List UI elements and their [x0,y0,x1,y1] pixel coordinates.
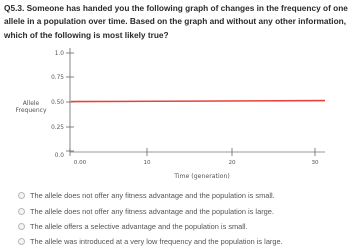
question-text: Q5.3. Someone has handed you the following graph of changes in the frequency of one allele in a population over time. Based on the graph and without any other information, which of the following is most likely true? [4,3,348,40]
choice-1-label: The allele does not offer any fitness advantage and the population is small. [30,191,275,200]
choice-3-label: The allele offers a selective advantage and the population is small. [30,222,248,231]
y-tick-label-1: 1.0 [54,51,64,57]
radio-button[interactable] [18,208,25,215]
choice-2-label: The allele does not offer any fitness advantage and the population is large. [30,207,274,216]
radio-button[interactable] [18,223,25,230]
choice-2[interactable] [18,206,274,217]
x-axis-label: Time (generation) [174,173,230,180]
y-tick-label-0: 0.0 [54,153,64,159]
x-tick-label-20: 20 [228,160,236,166]
y-tick-label-075: 0.75 [51,75,64,81]
y-tick-label-025: 0.25 [51,125,64,131]
choice-4-label: The allele was introduced at a very low frequency and the population is large. [30,237,283,246]
choice-3[interactable] [18,221,248,232]
y-axis-label-line2: Frequency [15,107,47,114]
x-tick-label-30: 30 [311,160,319,166]
radio-button[interactable] [18,192,25,199]
choice-4[interactable] [18,236,283,247]
y-tick-label-050: 0.50 [51,100,64,106]
radio-button[interactable] [18,238,25,245]
allele-frequency-line [71,101,325,102]
y-axis-label-line1: Allele [22,100,40,107]
x-tick-label-0: 0.00 [73,160,87,166]
x-tick-label-10: 10 [143,160,151,166]
choice-1[interactable] [18,190,275,201]
